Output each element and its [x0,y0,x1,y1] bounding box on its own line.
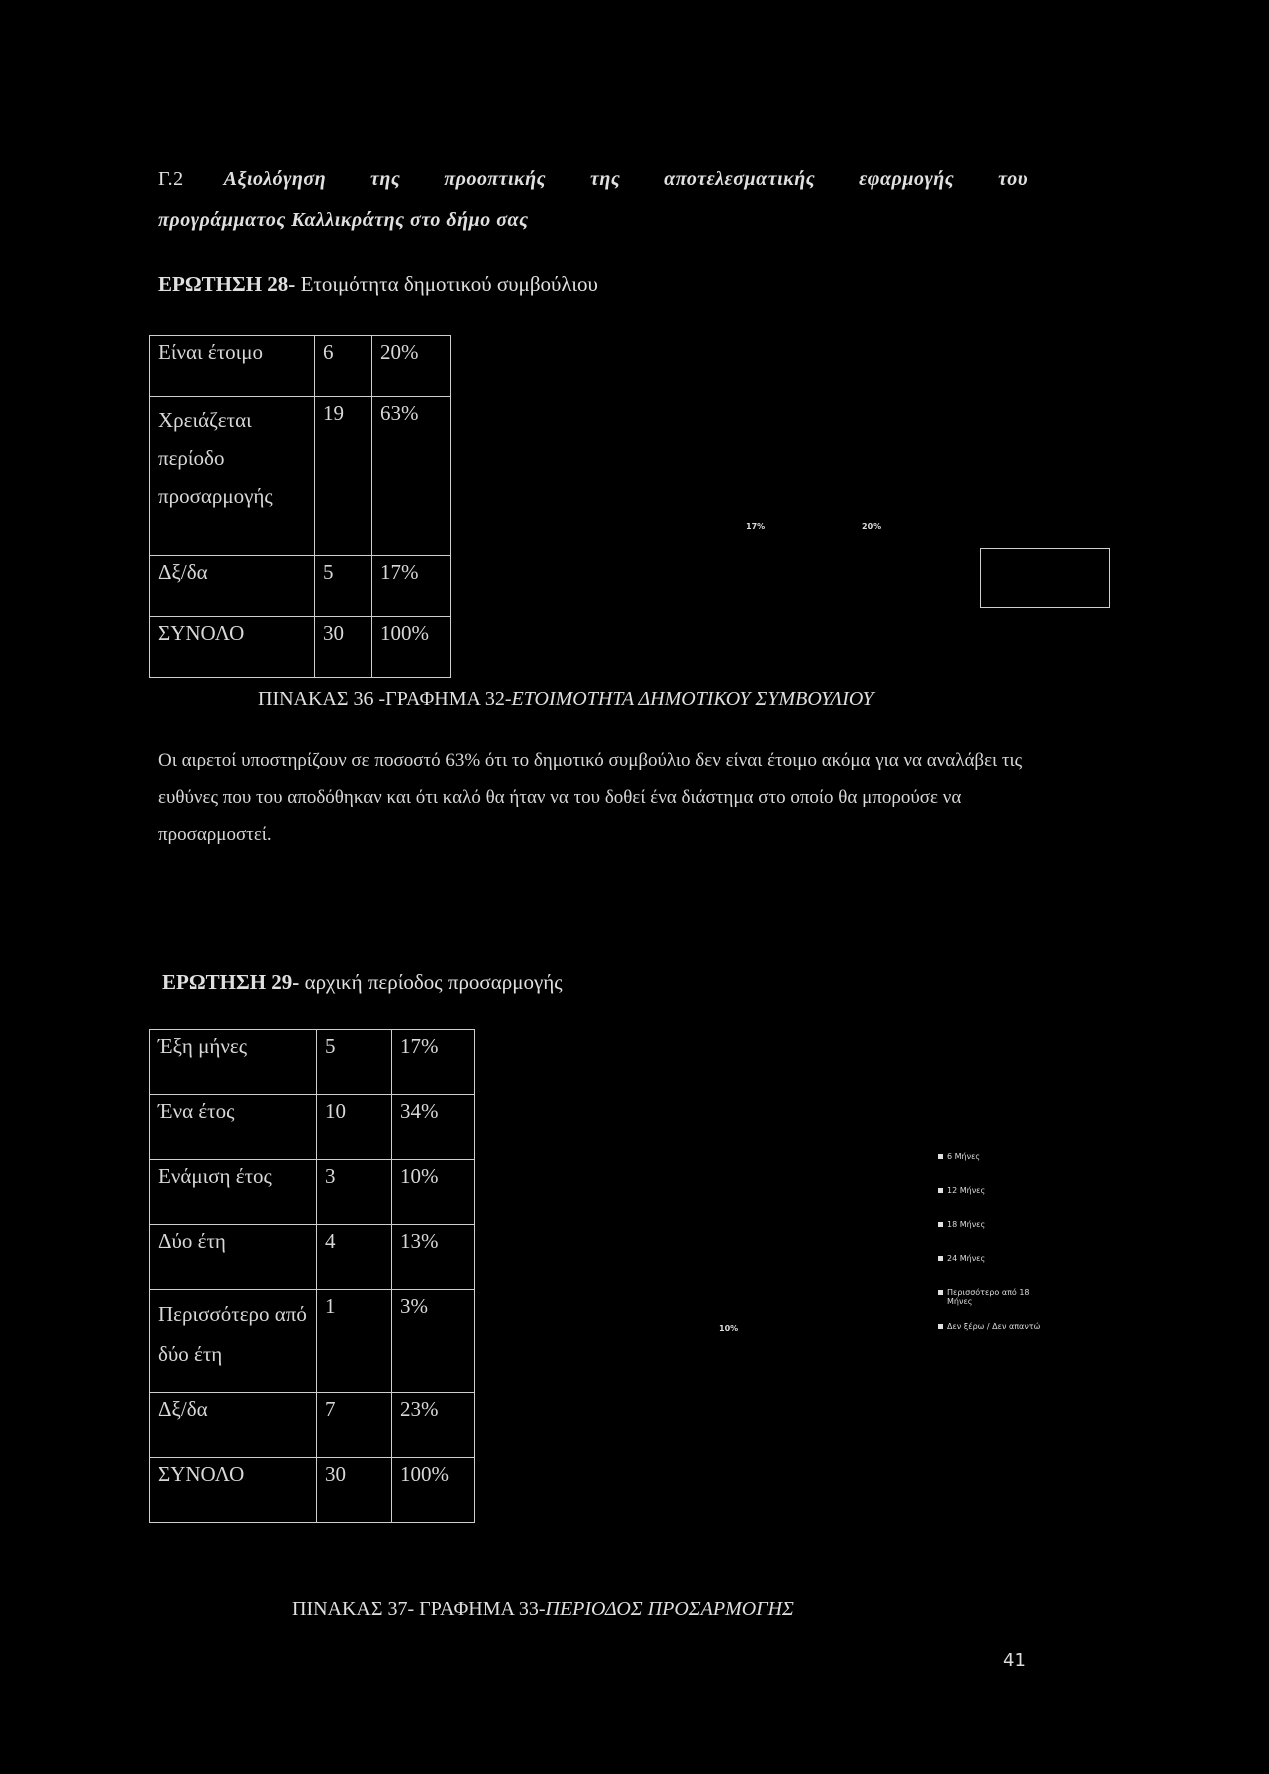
legend-item [938,1186,1078,1220]
section-number: Γ.2 [158,168,184,190]
legend-label: 6 Μήνες [947,1152,981,1161]
table-cell-label: Περισσότερο από δύο έτη [150,1290,317,1393]
section-title-line2: προγράμματος Καλλικράτης στο δήμο σας [158,209,529,231]
legend-label: 24 Μήνες [947,1254,986,1263]
legend-label: 12 Μήνες [947,1186,986,1195]
data-label: 20% [862,522,882,531]
question-28-text: Ετοιμότητα δημοτικού συμβούλιου [300,272,598,296]
question-29-heading [162,970,563,995]
table-cell-label: Έξη μήνες [150,1030,317,1095]
table-cell-pct: 17% [372,556,451,617]
table-cell-count: 5 [315,556,372,617]
table-row [150,1160,475,1225]
table-row [150,1095,475,1160]
table-cell-count: 1 [317,1290,392,1393]
table-cell-pct: 23% [392,1393,475,1458]
table-row [150,556,451,617]
question-29-text: αρχική περίοδος προσαρμογής [304,970,563,994]
section-title-line1: Αξιολόγηση της προοπτικής της αποτελεσματικής εφαρμογής του [223,168,1028,190]
caption-plain: ΠΙΝΑΚΑΣ 37- ΓΡΑΦΗΜΑ 33- [292,1598,546,1620]
table-cell-count: 5 [317,1030,392,1095]
legend-swatch [938,1256,943,1261]
paragraph: Οι αιρετοί υποστηρίζουν σε ποσοστό 63% ότι το δημοτικό συμβούλιο δεν είναι έτοιμο ακόμα για να αναλάβει τις ευθύνες που του αποδόθηκαν και ότι καλό θα ήταν να του δοθεί ένα διάστημα στο οποίο θα μπορούσε να προσαρμοστεί. [158,750,1023,845]
legend-item [938,1322,1078,1342]
table-row [150,1225,475,1290]
table-row [150,1393,475,1458]
legend-item [938,1152,1078,1186]
table-cell-count: 3 [317,1160,392,1225]
table-cell-count: 30 [315,617,372,678]
caption-italic: ΠΕΡΙΟΔΟΣ ΠΡΟΣΑΡΜΟΓΗΣ [545,1598,794,1620]
table-36-caption [258,688,874,711]
table-cell-count: 19 [315,397,372,556]
table-row [150,617,451,678]
table-cell-label: Ένα έτος [150,1095,317,1160]
table-cell-label: ΣΥΝΟΛΟ [150,617,315,678]
table-cell-label: Δξ/δα [150,556,315,617]
legend-swatch [938,1324,943,1329]
table-37-caption [292,1598,794,1621]
table-cell-pct: 20% [372,336,451,397]
table-row [150,1458,475,1523]
legend-swatch [938,1222,943,1227]
legend-swatch [938,1154,943,1159]
section-heading [158,168,1158,232]
table-cell-label: Δύο έτη [150,1225,317,1290]
legend-label: Περισσότερο από 18 Μήνες [947,1288,1030,1306]
table-cell-label: Είναι έτοιμο [150,336,315,397]
table-row [150,1290,475,1393]
data-label: 17% [746,522,766,531]
data-label: 10% [719,1324,739,1333]
caption-plain: ΠΙΝΑΚΑΣ 36 -ΓΡΑΦΗΜΑ 32- [258,688,512,710]
table-cell-label: Χρειάζεται περίοδο προσαρμογής [150,397,315,556]
table-row [150,336,451,397]
chart-33-legend [938,1152,1078,1342]
table-cell-label: Ενάμιση έτος [150,1160,317,1225]
table-36 [149,335,451,678]
question-29-label: ΕΡΩΤΗΣΗ 29- [162,970,300,994]
table-cell-pct: 34% [392,1095,475,1160]
legend-swatch [938,1188,943,1193]
page-number: 41 [1003,1650,1026,1671]
question-28-heading [158,272,598,297]
legend-item [938,1220,1078,1254]
table-cell-count: 10 [317,1095,392,1160]
legend-label: 18 Μήνες [947,1220,986,1229]
chart-32 [720,515,1120,615]
table-row [150,397,451,556]
chart-legend-box [980,548,1110,608]
table-37 [149,1029,475,1523]
table-cell-count: 30 [317,1458,392,1523]
legend-item [938,1288,1078,1322]
table-cell-pct: 63% [372,397,451,556]
table-cell-pct: 100% [392,1458,475,1523]
table-cell-pct: 17% [392,1030,475,1095]
legend-swatch [938,1290,943,1295]
table-cell-pct: 13% [392,1225,475,1290]
caption-italic: ΕΤΟΙΜΟΤΗΤΑ ΔΗΜΟΤΙΚΟΥ ΣΥΜΒΟΥΛΙΟΥ [511,688,874,710]
table-cell-pct: 10% [392,1160,475,1225]
table-cell-count: 7 [317,1393,392,1458]
legend-item [938,1254,1078,1288]
table-cell-pct: 100% [372,617,451,678]
table-row [150,1030,475,1095]
table-cell-count: 6 [315,336,372,397]
table-cell-label: Δξ/δα [150,1393,317,1458]
table-cell-label: ΣΥΝΟΛΟ [150,1458,317,1523]
table-cell-pct: 3% [392,1290,475,1393]
question-28-label: ΕΡΩΤΗΣΗ 28- [158,272,296,296]
legend-label: Δεν ξέρω / Δεν απαντώ [947,1322,1041,1331]
table-cell-count: 4 [317,1225,392,1290]
